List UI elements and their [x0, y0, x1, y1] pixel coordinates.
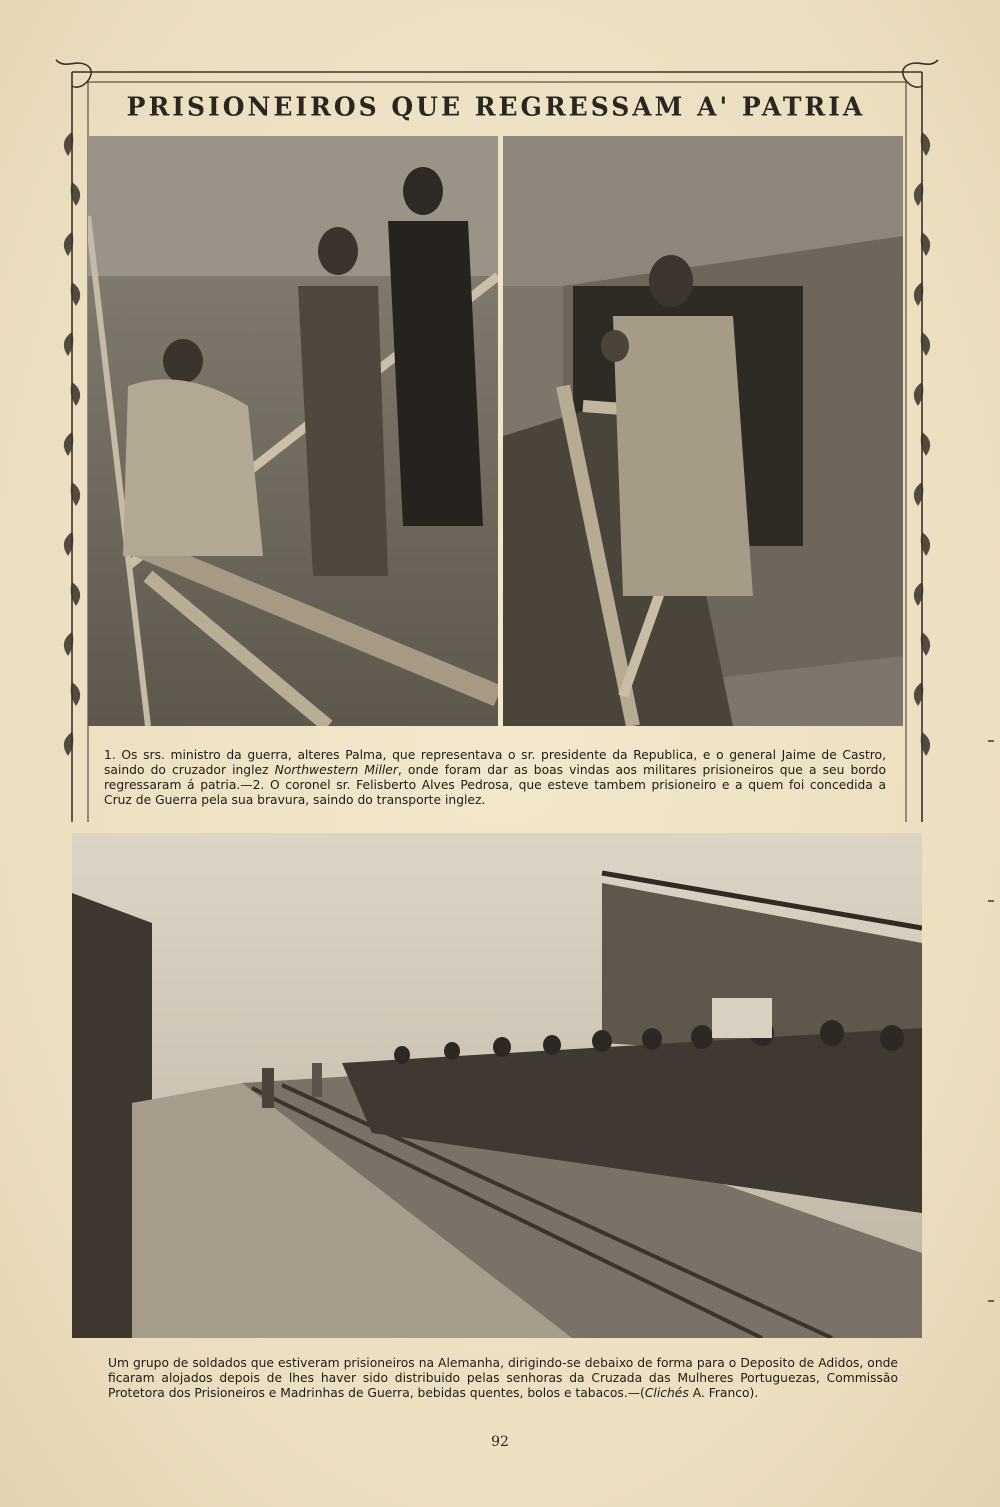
caption-bottom-text-1: Um grupo de soldados que estiveram prisioneiros na Alemanha, dirigindo-se debaixo de forma para o Deposito de Adidos, onde ficaram alojados depois de lhes haver sido distribuido pelas senhoras da Cruzada das Mulheres Portuguezas, Commissão Protetora dos Prisioneiros e Madrinhas de Guerra, bebidas quentes, bolos e tabacos.—(: [108, 1356, 898, 1400]
binding-mark: [988, 1300, 994, 1302]
page-title: PRISIONEIROS QUE REGRESSAM A' PATRIA: [126, 90, 866, 122]
caption-top-photos: [104, 748, 886, 808]
photo-colonel-leaving-transport: [503, 136, 903, 726]
page-number: 92: [491, 1434, 509, 1450]
caption-top-text-1: 1. Os srs. ministro da guerra, alteres Palma, que representava o sr. presidente da Republica, e o general Jaime de Castro, saindo do cruzador inglez: [104, 748, 886, 777]
caption-bottom-photo: [108, 1356, 898, 1401]
caption-bottom-text-2: A. Franco).: [688, 1386, 759, 1400]
photo-officials-descending-gangway: [88, 136, 498, 726]
binding-mark: [988, 900, 994, 902]
caption-bottom-body: [108, 1356, 898, 1401]
title-band: [92, 78, 900, 134]
photo-soldiers-marching-quay: [72, 833, 922, 1338]
caption-top-ship-name: Northwestern Miller: [274, 763, 398, 777]
binding-mark: [988, 740, 994, 742]
caption-top-text-2: , onde foram dar as boas vindas aos militares prisioneiros que a seu bordo regressaram á patria.—2. O coronel sr. Felisberto Alves Pedrosa, que esteve tambem prisioneiro e a quem foi concedida a Cruz de Guerra pela sua bravura, saindo do transporte inglez.: [104, 763, 886, 807]
caption-bottom-credit: Clichés: [644, 1386, 689, 1400]
